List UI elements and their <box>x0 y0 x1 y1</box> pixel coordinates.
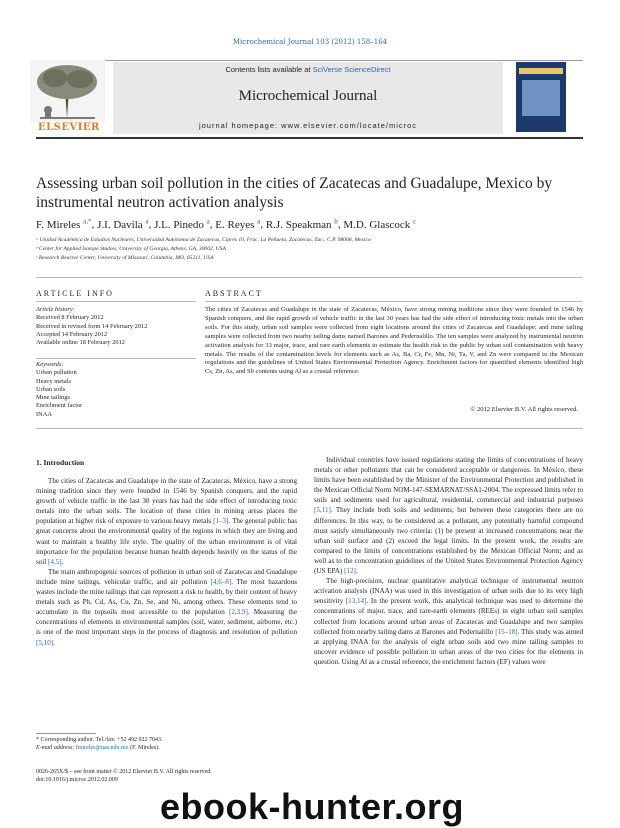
keyword: INAA <box>36 410 52 418</box>
keyword: Urban soils <box>36 385 66 393</box>
author: J.L. Pinedo $^a$ <box>154 217 210 231</box>
section-heading: 1. Introduction <box>36 458 85 467</box>
author: M.D. Glascock $^c$ <box>343 217 417 231</box>
paragraph: The cities of Zacatecas and Guadalupe in the state of Zacatecas, México, have a strong mining tradition since they were founded in 1546 by Spanish conquers, and the rapid growth of vehicle traffic in the last 30 years has had the side effect of introducing toxic metals into the urban soils. The location of these cities in mining areas places the population at higher risk of exposure to various heavy metals [1–3]. The general public has great concerns about the environmental quality of the regions in which they are living and want to maintain a healthy life style. The quality of the urban environment is of vital importance for the population because human health depends heavily on the status of the soil [4,5]. <box>36 477 297 566</box>
citation-link[interactable]: [13,14] <box>345 597 367 606</box>
journal-citation[interactable]: Microchemical Journal 103 (2012) 158–164 <box>232 38 388 46</box>
citation-link[interactable]: [12] <box>344 567 356 576</box>
citation-link[interactable]: [1–3] <box>213 517 229 526</box>
author: F. Mireles $^{a,*}$ <box>36 217 92 231</box>
history-item: Available online 18 February 2012 <box>36 339 125 347</box>
history-item: Received in revised form 14 February 2012 <box>36 322 148 330</box>
affiliation: ᶜ Research Reactor Center, University of Missouri, Columbia, MO, 65211, USA <box>36 255 214 261</box>
email-link[interactable]: fmireles@uaz.edu.mx <box>75 745 129 751</box>
journal-header-box <box>113 62 503 134</box>
author-list: F. Mireles $^{a,*}$, J.I. Davila $^a$, J.L. Pinedo $^a$, E. Reyes $^a$, R.J. Speakman $^b$, M.D. Glascock $^c$ <box>36 217 417 231</box>
contents-line: Contents lists available at SciVerse ScienceDirect <box>225 65 391 74</box>
abstract-heading: ABSTRACT <box>205 289 263 298</box>
divider <box>36 358 196 359</box>
paragraph: Individual countries have issued regulations stating the limits of concentrations of heavy metals or other pollutants that can be considered acceptable or dangerous. In México, these limits have been established by the Minister of the Environmental Protection and published in the Mexican Official Norm NOM-147-SEMARNAT/SSA1-2004. The expressed limits refer to soils and sediments used for agricultural, residential, commercial and industrial purposes [5,11]. They include both soils and sediments; but between these categories there are no differences. In this way, to be considered as a pollutant, any potentially harmful compound must satisfy simultaneously two criteria: (1) be present at increased concentrations near the urban soil surface and (2) exceed the legal limits. In the present work, the results are compared to the limits of concentrations established by the Mexican Official Norm; and as well as to the concentration guidelines of the United States Environmental Protection Agency (US EPA) [12]. <box>314 456 583 576</box>
issn-doi: 0026-265X/$ – see front matter © 2012 Elsevier B.V. All rights reserved. doi:10.1016/j.microc.2012.02.009 <box>36 769 212 783</box>
citation-link[interactable]: [5,11] <box>314 506 331 515</box>
history-item: Received 8 February 2012 <box>36 314 104 322</box>
keyword: Urban pollution <box>36 369 77 377</box>
citation-link[interactable]: [4,5] <box>48 557 62 566</box>
doi-link[interactable]: doi:10.1016/j.microc.2012.02.009 <box>36 777 118 783</box>
keyword: Mine tailings <box>36 394 70 402</box>
article-info-heading: ARTICLE INFO <box>36 289 114 298</box>
elsevier-wordmark: ELSEVIER <box>38 122 100 133</box>
citation-link[interactable]: [15–18] <box>495 627 518 636</box>
keyword: Heavy metals <box>36 377 71 385</box>
journal-cover-thumbnail <box>516 62 566 132</box>
citation-link[interactable]: [4,6–8] <box>210 577 232 586</box>
history-item: Accepted 14 February 2012 <box>36 330 108 338</box>
citation-link[interactable]: [5,10] <box>36 638 54 647</box>
author: J.I. Davila $^a$ <box>97 217 149 231</box>
paragraph: The high-precision, nuclear quantitative analytical technique of instrumental neutron activation analysis (INAA) was used in this investigation of urban soils due to its very high sensitivity [13,14]. In the present work, this analytical technique was used to determine the concentrations of major, trace, and rare-earth elements (REEs) in eight urban soil samples collected from locations around urban areas of Zacatecas and Guadalupe and two samples collected from nearby tailing dams at Barones and Pedernalillo [15–18]. This study was aimed at applying INAA for the analysis of eight urban soils and two mine tailing samples to uncover evidence of possible pollution in urban areas of the two cities for the elements in question. Using Al as a crustal reference, the enrichment factors (EF) values were <box>314 577 583 666</box>
corresponding-author-footnote: * Corresponding author. Tel./fax: +52 492 922 7043. E-mail address: fmireles@uaz.edu.mx (F. Mireles). <box>36 737 163 751</box>
watermark: ebook-hunter.org <box>160 786 464 827</box>
author: E. Reyes $^a$ <box>215 217 261 231</box>
journal-name: Microchemical Journal <box>238 88 378 104</box>
footnote-rule <box>36 733 96 734</box>
citation-link[interactable]: [2,3,9] <box>229 608 248 617</box>
header-bottom-rule <box>36 137 583 139</box>
homepage-line: journal homepage: www.elsevier.com/locate/microc <box>198 121 418 130</box>
body-column-right <box>314 455 583 667</box>
sciencedirect-link[interactable]: SciVerse ScienceDirect <box>312 65 391 74</box>
author: R.J. Speakman $^b$ <box>265 217 338 231</box>
article-history: Article history: Received 8 February 2012 Received in revised form 14 February 2012 Accepted 14 February 2012 Available online 18 February 2012 <box>36 306 196 347</box>
abstract-text: The cities of Zacatecas and Guadalupe in the state of Zacatecas, México, have strong mining traditions since they were founded in 1546 by Spanish conquers, and the rapid growth of vehicle traffic in the last 30 years has had the side effect of introducing toxic metals into the urban soils. For this study, urban soil samples were collected from eight locations around the cities of Zacatecas and Guadalupe; and mine tailing samples were collected from two nearby tailing dams named Barones and Pedernalillo. The ten samples were analyzed by instrumental neutron activation analysis for 33 major, trace, and rare earth elements to estimate the health risk to the public by urban soil contamination with heavy metals. The results of the contamination levels for elements such as As, Ba, Cr, Fe, Mn, Ni, Ta, V, and Zn were compared to the Mexican regulations and the guidelines of United States Environmental Protection Agency. Enrichment factors for quantified elements identified high Cs, Zn, As, and Sb contents using Al as a crustal reference. <box>205 306 583 376</box>
header-top-rule <box>36 60 583 61</box>
divider <box>205 301 583 302</box>
article-title: Assessing urban soil pollution in the cities of Zacatecas and Guadalupe, Mexico by instrumental neutron activation analysis <box>36 175 553 211</box>
affiliation: ᵇ Center for Applied Isotope Studies, University of Georgia, Athens, GA, 30602, USA <box>36 246 226 252</box>
divider <box>36 301 196 302</box>
copyright-line: © 2012 Elsevier B.V. All rights reserved. <box>470 406 578 413</box>
body-column-left <box>36 476 297 648</box>
affiliation: ᵃ Unidad Académica de Estudios Nucleares, Universidad Autónoma de Zacatecas, Ciprés 10, Frac. La Peñuela, Zacatecas, Zac., C.P. 98068, Mexico <box>36 237 371 243</box>
homepage-link[interactable]: www.elsevier.com/locate/microc <box>281 121 418 130</box>
keywords: Keywords: Urban pollution Heavy metals Urban soils Mine tailings Enrichment factor INAA <box>36 361 196 419</box>
divider <box>36 277 583 278</box>
paragraph: The main anthropogenic sources of pollution in urban soil of Zacatecas and Guadalupe include mine tailings, vehicular traffic, and air pollution [4,6–8]. The most hazardous wastes include the mine tailings that can represent a risk to health, by their content of heavy metals such as Pb, Cd, As, Cu, Zn, Se, and Ni, among others. These elements tend to accumulate in the topsoils most accessible to the population [2,3,9]. Measuring the concentrations of elements in environmental samples (soil, water, sediment, airborne, etc.) is one of the most important steps in the process of diagnosis and resolution of pollution [5,10]. <box>36 567 298 647</box>
divider <box>36 428 583 429</box>
keyword: Enrichment factor <box>36 402 83 410</box>
